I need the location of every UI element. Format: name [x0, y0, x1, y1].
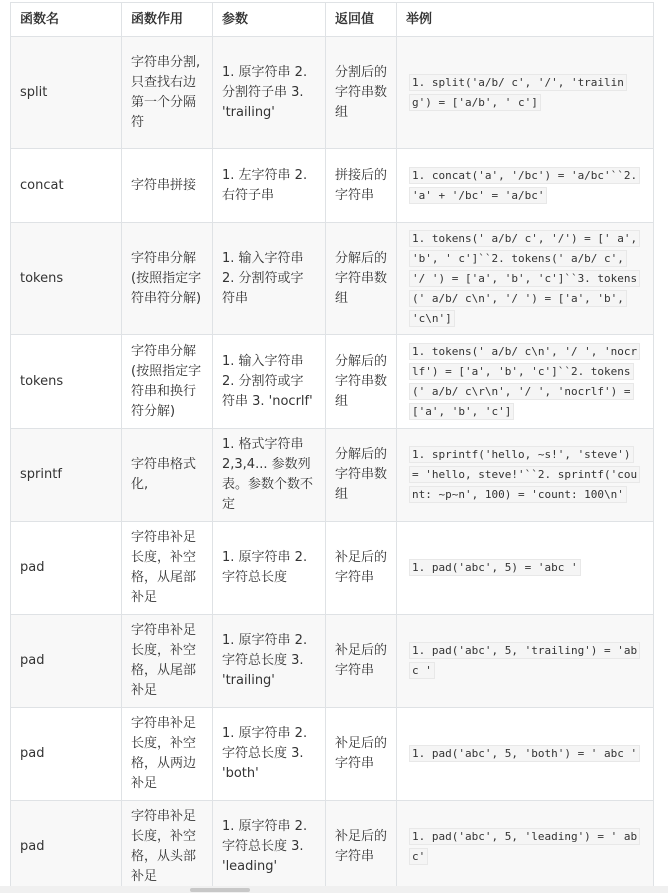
purpose-text: 字符串分割, 只查找右边第一个分隔符 [131, 54, 201, 130]
purpose-cell: 字符串拼接 [122, 149, 213, 223]
example-cell [397, 522, 654, 615]
example-code: 1. tokens(' a/b/ c\n', '/ ', 'nocrlf') = ['a', 'b', 'c']``2. tokens(' a/b/ c\r\n', '/ ', 'nocrlf') = ['a', 'b', 'c'] [409, 343, 640, 420]
header-return-value: 返回值 [326, 3, 397, 37]
example-code: 1. pad('abc', 5, 'both') = ' abc ' [409, 745, 640, 762]
returns-cell: 拼接后的字符串 [326, 149, 397, 223]
function-name-cell: pad [11, 801, 122, 893]
returns-cell: 补足后的字符串 [326, 615, 397, 708]
example-cell [397, 708, 654, 801]
params-cell: 1. 原字符串 2. 字符总长度 3. 'leading' [213, 801, 326, 893]
table-row [11, 615, 654, 708]
header-function-name: 函数名 [11, 3, 122, 37]
returns-cell: 补足后的字符串 [326, 801, 397, 893]
example-code: 1. pad('abc', 5, 'leading') = ' abc' [409, 828, 640, 865]
returns-cell: 补足后的字符串 [326, 522, 397, 615]
returns-cell: 分割后的字符串数组 [326, 37, 397, 149]
params-cell: 1. 原字符串 2. 字符总长度 [213, 522, 326, 615]
function-name-cell: sprintf [11, 429, 122, 522]
returns-cell: 分解后的字符串数组 [326, 223, 397, 335]
example-code: 1. pad('abc', 5, 'trailing') = 'abc ' [409, 642, 640, 679]
returns-cell: 分解后的字符串数组 [326, 429, 397, 522]
example-cell [397, 429, 654, 522]
params-cell: 1. 输入字符串 2. 分割符或字符串 3. 'nocrlf' [213, 335, 326, 429]
returns-cell: 补足后的字符串 [326, 708, 397, 801]
table-row [11, 522, 654, 615]
function-name-cell: pad [11, 615, 122, 708]
table-header-row [11, 3, 654, 37]
purpose-cell: 字符串补足长度，补空格，从尾部补足 [122, 615, 213, 708]
example-code: 1. tokens(' a/b/ c', '/') = [' a', 'b', ' c']``2. tokens(' a/b/ c', '/ ') = ['a', 'b', 'c']``3. tokens(' a/b/ c\n', '/ ') = ['a', 'b', 'c\n'] [409, 230, 640, 327]
example-cell [397, 37, 654, 149]
example-cell [397, 615, 654, 708]
table-row [11, 37, 654, 149]
function-name-cell: tokens [11, 335, 122, 429]
function-name-cell: pad [11, 522, 122, 615]
function-name-cell: split [11, 37, 122, 149]
function-name-cell: concat [11, 149, 122, 223]
scrollbar-thumb[interactable] [190, 888, 250, 892]
example-code: 1. concat('a', '/bc') = 'a/bc'``2. 'a' + '/bc' = 'a/bc' [409, 167, 640, 204]
header-parameters: 参数 [213, 3, 326, 37]
example-code: 1. pad('abc', 5) = 'abc ' [409, 559, 581, 576]
purpose-cell: 字符串补足长度，补空格，从两边补足 [122, 708, 213, 801]
function-name-cell: pad [11, 708, 122, 801]
table-row [11, 801, 654, 893]
function-name-cell: tokens [11, 223, 122, 335]
example-code: 1. split('a/b/ c', '/', 'trailing') = ['a/b', ' c'] [409, 74, 627, 111]
params-cell: 1. 输入字符串 2. 分割符或字符串 [213, 223, 326, 335]
params-cell: 1. 原字符串 2. 字符总长度 3. 'trailing' [213, 615, 326, 708]
horizontal-scrollbar[interactable] [0, 886, 668, 893]
example-cell [397, 223, 654, 335]
table-row [11, 223, 654, 335]
purpose-cell: 字符串分解(按照指定字符串和换行符分解) [122, 335, 213, 429]
purpose-cell: 字符串格式化, [122, 429, 213, 522]
purpose-cell: 字符串补足长度，补空格，从头部补足 [122, 801, 213, 893]
table-row [11, 429, 654, 522]
returns-cell: 分解后的字符串数组 [326, 335, 397, 429]
example-code: 1. sprintf('hello, ~s!', 'steve') = 'hello, steve!'``2. sprintf('count: ~p~n', 100) = 'count: 100\n' [409, 446, 640, 503]
purpose-cell: 字符串分解(按照指定字符串符分解) [122, 223, 213, 335]
params-cell: 1. 原字符串 2. 分割符子串 3. 'trailing' [213, 37, 326, 149]
params-cell: 1. 原字符串 2. 字符总长度 3. 'both' [213, 708, 326, 801]
purpose-cell [122, 37, 213, 149]
table-row [11, 335, 654, 429]
example-cell [397, 149, 654, 223]
example-cell [397, 801, 654, 893]
params-cell: 1. 左字符串 2. 右符子串 [213, 149, 326, 223]
table-row [11, 708, 654, 801]
function-table [10, 2, 654, 893]
header-example: 举例 [397, 3, 654, 37]
params-cell: 1. 格式字符串 2,3,4... 参数列表。参数个数不定 [213, 429, 326, 522]
table-row [11, 149, 654, 223]
purpose-cell: 字符串补足长度，补空格，从尾部补足 [122, 522, 213, 615]
header-function-purpose: 函数作用 [122, 3, 213, 37]
example-cell [397, 335, 654, 429]
